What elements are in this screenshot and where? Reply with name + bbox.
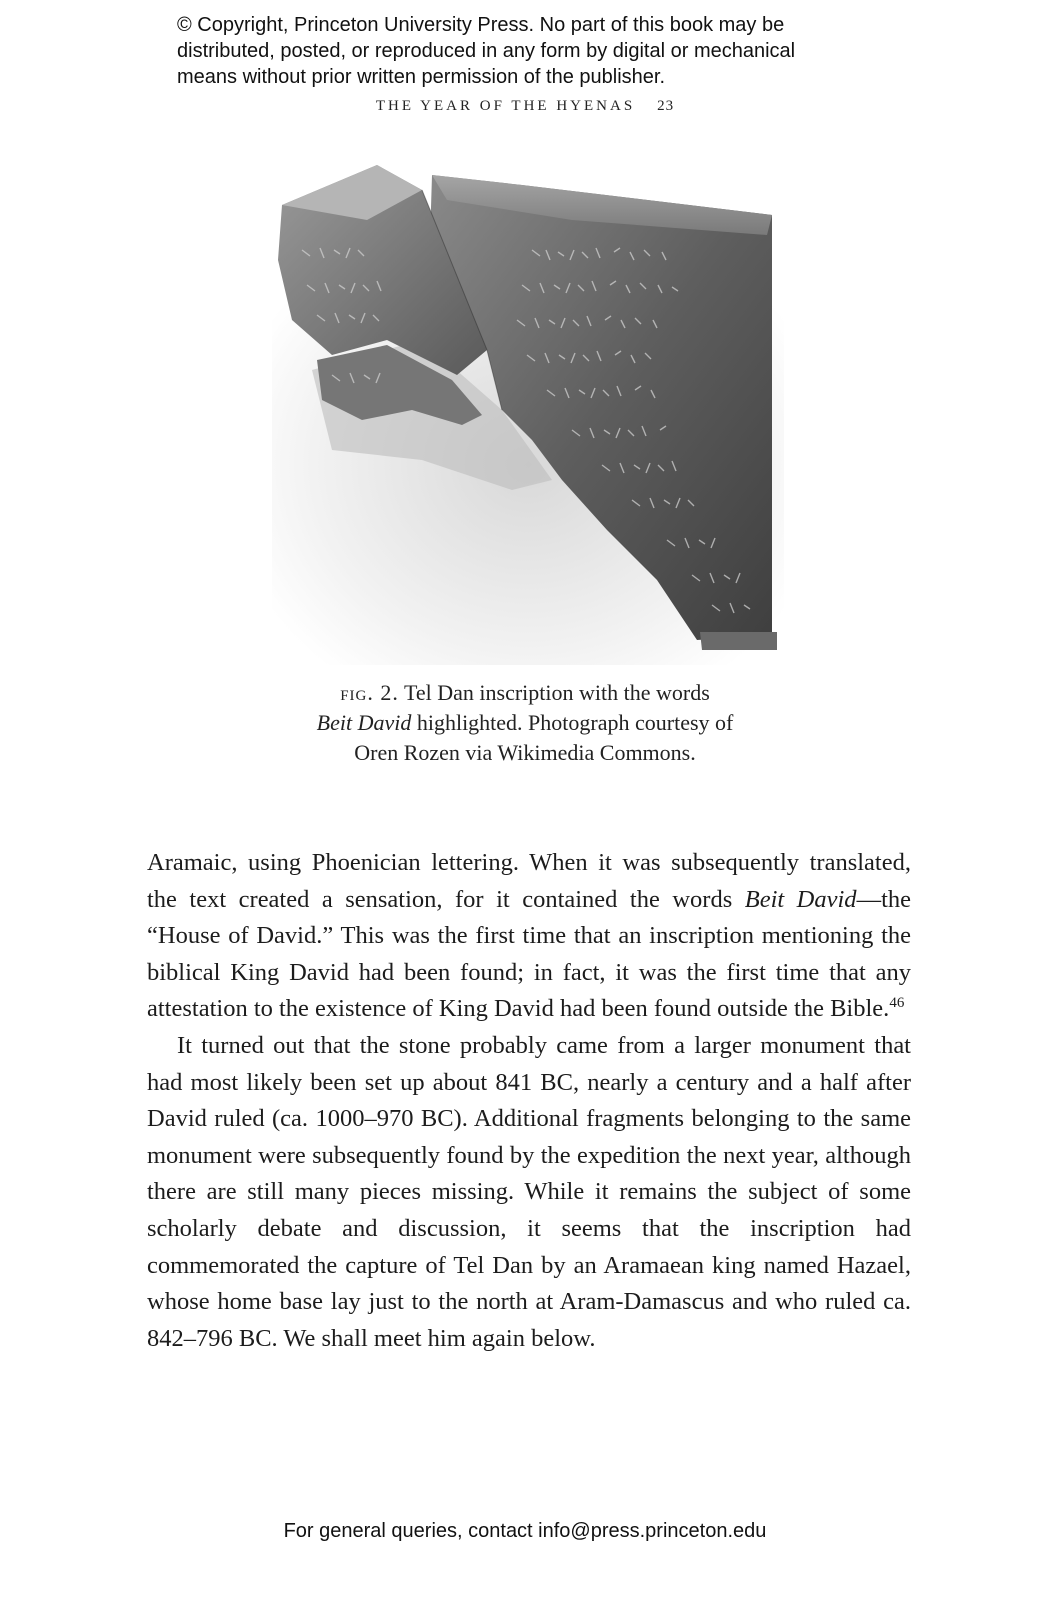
tel-dan-stele-photo bbox=[272, 160, 784, 665]
paragraph-1-text-b: —the “House of David.” This was the first time that an inscription mentioning the biblical King David had been found; in fact, it was the first time that any attestation to the existence of King David had been found outside the Bible. bbox=[147, 885, 911, 1023]
paragraph-1 bbox=[147, 845, 911, 1028]
caption-line-2 bbox=[0, 708, 1050, 738]
footnote-ref[interactable]: 46 bbox=[889, 995, 905, 1012]
paragraph-1-text-a: Aramaic, using Phoenician lettering. When it was subsequently translated, the text created a sensation, for it contained the words bbox=[147, 849, 911, 913]
figure-label: fig. 2. bbox=[340, 680, 399, 705]
running-head bbox=[0, 98, 1050, 115]
figure-caption bbox=[0, 678, 1050, 768]
copyright-line-2: distributed, posted, or reproduced in any form by digital or mechanical bbox=[177, 40, 796, 62]
copyright-line-1: © Copyright, Princeton University Press. No part of this book may be bbox=[177, 14, 785, 36]
caption-italic-beit-david: Beit David bbox=[316, 710, 412, 735]
stele-illustration bbox=[272, 160, 784, 665]
page-number: 23 bbox=[657, 98, 675, 114]
copyright-line-3: means without prior written permission of the publisher. bbox=[177, 66, 666, 88]
caption-line-1 bbox=[0, 678, 1050, 708]
caption-line-1-text: Tel Dan inscription with the words bbox=[398, 680, 710, 705]
caption-line-3: Oren Rozen via Wikimedia Commons. bbox=[354, 740, 696, 765]
running-head-title: THE YEAR OF THE HYENAS bbox=[375, 98, 636, 114]
footer-contact: For general queries, contact info@press.princeton.edu bbox=[283, 1520, 767, 1542]
caption-line-2-text: highlighted. Photograph courtesy of bbox=[411, 710, 734, 735]
copyright-notice bbox=[177, 12, 897, 90]
paragraph-2: It turned out that the stone probably came from a larger monument that had most likely been set up about 841 BC, nearly a century and a half after David ruled (ca. 1000–970 BC). Additional fragments belonging to the same monument were subsequently found by the expedition the next year, although there are still many pieces missing. While it remains the subject of some scholarly debate and discussion, it seems that the inscription had commemorated the capture of Tel Dan by an Aramaean king named Hazael, whose home base lay just to the north at Aram-Damascus and who ruled ca. 842–796 BC. We shall meet him again below. bbox=[147, 1031, 911, 1352]
body-text bbox=[147, 845, 911, 1357]
paragraph-1-italic: Beit David bbox=[744, 885, 857, 913]
